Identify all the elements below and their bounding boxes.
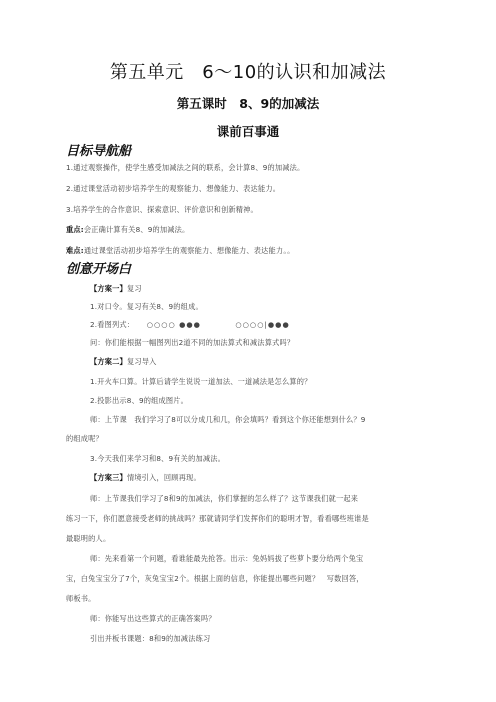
- plan-1-subtitle: 复习: [126, 284, 142, 293]
- plan-3-subtitle: 情境引入，回顾再现。: [126, 473, 201, 482]
- plan-2-subtitle: 复习导入: [126, 357, 157, 366]
- plan-2-item-1: 1.开火车口算。计算后请学生说说一道加法、一道减法是怎么算的？: [90, 377, 312, 386]
- goals-heading: 目标导航船: [66, 144, 132, 159]
- plan-3-para-1-line-3: 最聪明的人。: [66, 534, 111, 543]
- plan-3-para-3: 师：你能写出这些算式的正确答案吗？: [90, 614, 216, 623]
- key-point-label: 重点:: [66, 225, 84, 234]
- key-point: [66, 225, 189, 235]
- goal-item-2: 2.通过课堂活动初步培养学生的观察能力、想像能力、表达能力。: [66, 184, 281, 193]
- plan-3-para-2-line-1: 师：先来看第一个问题，看谁能最先抢答。出示：兔妈妈拔了些萝卜要分给两个兔宝: [90, 554, 364, 563]
- dot-figure-a: ○○○○ ●●●: [146, 320, 201, 329]
- plan-1-item-2: [90, 320, 290, 330]
- plan-1-item-1: 1.对口令。复习有关8、9的组成。: [90, 302, 203, 311]
- plan-3-title: 【方案三】: [90, 473, 127, 482]
- plan-3-para-4: 引出并板书课题：8和9的加减法练习: [90, 634, 211, 643]
- difficulty-text: 通过课堂活动初步培养学生的观察能力、想像能力、表达能力。。: [83, 246, 295, 255]
- plan-3-header: [90, 473, 201, 483]
- plan-2-title: 【方案二】: [90, 357, 127, 366]
- lesson-subtitle: 第五课时 8、9的加减法: [176, 96, 320, 111]
- dot-figure-b: ○○○○|●●●: [235, 320, 290, 329]
- goal-item-3: 3.培养学生的合作意识、探索意识、评价意识和创新精神。: [66, 205, 258, 214]
- plan-2-teacher-line-1: 师：上节课 我们学习了8可以分成几和几，你会填吗？看到这个你还能想到什么？9: [90, 415, 366, 424]
- plan-2-teacher-line-2: 的组成呢？: [66, 434, 103, 443]
- difficulty-label: 难点:: [66, 246, 84, 255]
- plan-1-header: [90, 284, 142, 294]
- plan-1-item-2-label: 2.看图列式：: [90, 320, 135, 329]
- goal-item-1: 1.通过观察操作，使学生感受加减法之间的联系，会计算8、9的加减法。: [66, 163, 305, 172]
- plan-3-para-1-line-2: 练习一下，你们愿意接受老师的挑战吗？那就请同学们发挥你们的聪明才智，看看哪些班谁是: [66, 514, 369, 523]
- page-title: 第五单元 6～10的认识和加减法: [109, 62, 387, 83]
- opening-heading: 创意开场白: [66, 262, 132, 277]
- difficulty-point: [66, 246, 295, 256]
- plan-3-para-1-line-1: 师：上节课我们学习了8和9的加减法，你们掌握的怎么样了？这节课我们就一起来: [90, 494, 359, 503]
- plan-1-title: 【方案一】: [90, 284, 127, 293]
- plan-1-question: 问：你们能根据一幅图列出2道不同的加法算式和减法算式吗？: [90, 338, 295, 347]
- plan-2-item-2: 2.投影出示8、9的组成图片。: [90, 396, 189, 405]
- section-banner: 课前百事通: [216, 124, 280, 139]
- plan-2-header: [90, 357, 157, 367]
- plan-3-para-2-line-3: 师板书。: [66, 594, 96, 603]
- key-point-text: 会正确计算有关8、9的加减法。: [83, 225, 190, 234]
- plan-3-para-2-line-2: 宝，白兔宝宝分了7个，灰兔宝宝2个。根据上面的信息，你能提出哪些问题？ 写数回答，: [66, 574, 364, 583]
- plan-2-item-3: 3.今天我们来学习和8、9有关的加减法。: [90, 454, 226, 463]
